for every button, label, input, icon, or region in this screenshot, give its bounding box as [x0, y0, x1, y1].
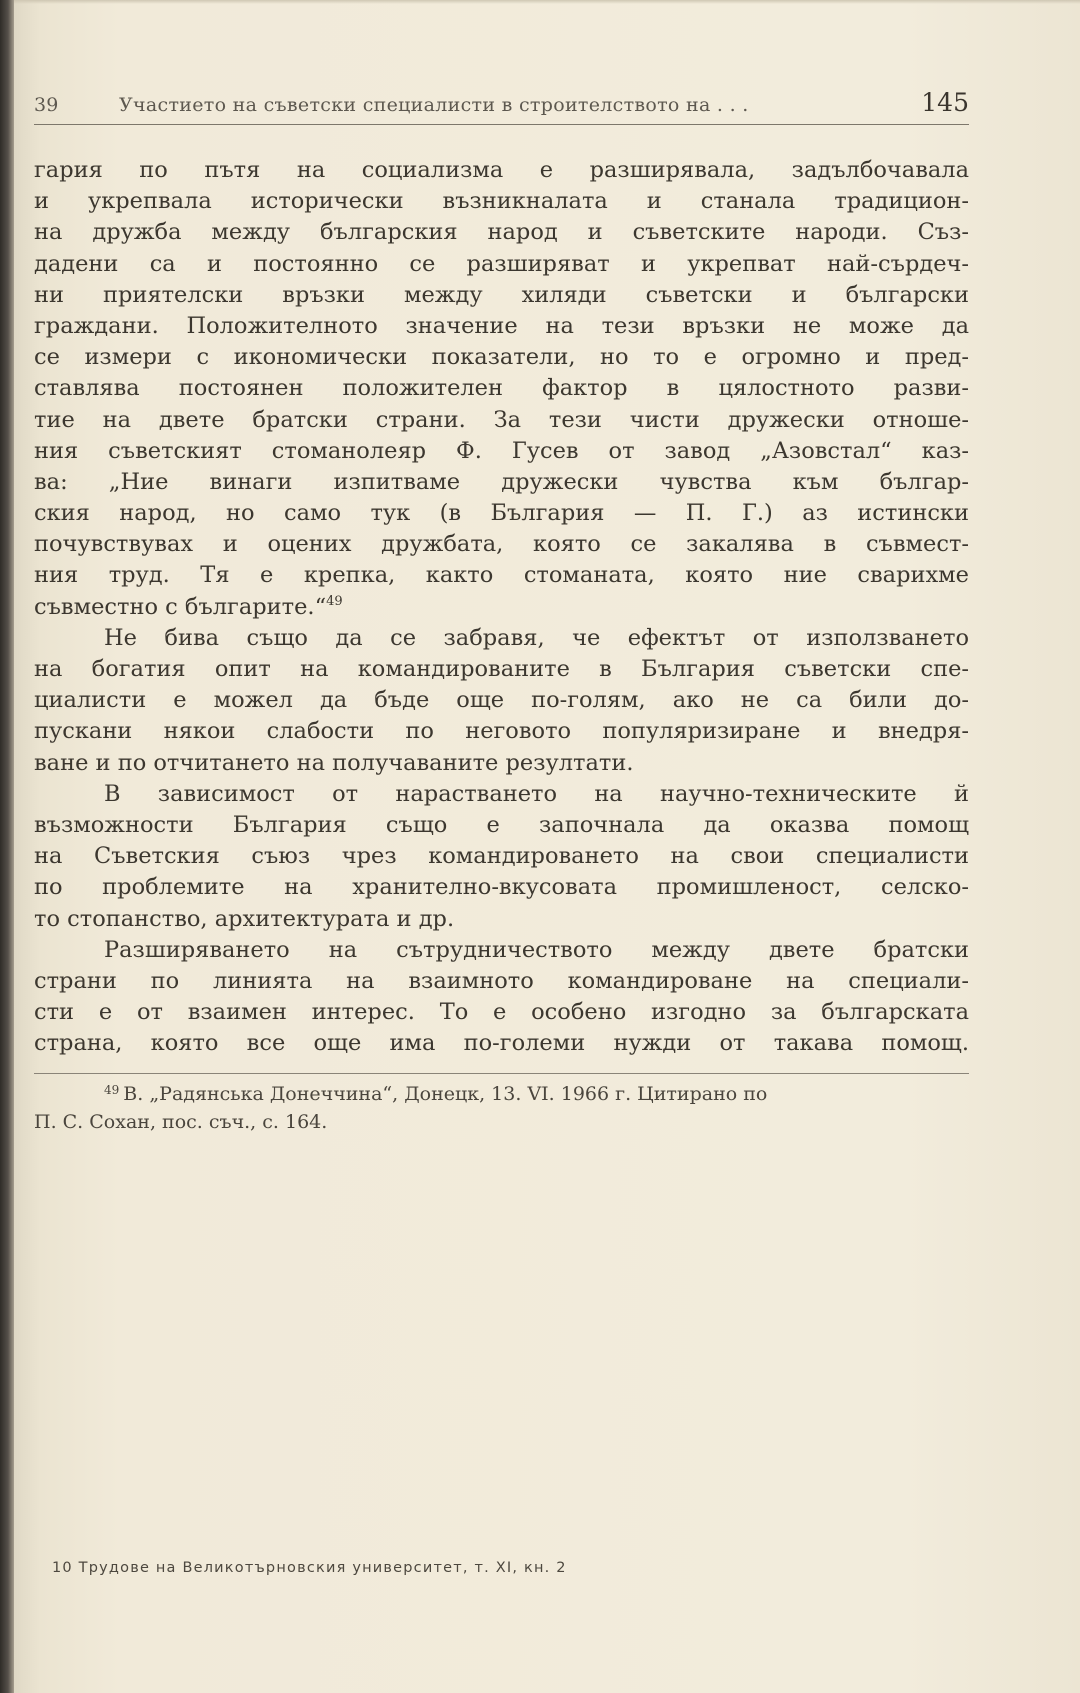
text-line: сти е от взаимен интерес. То е особено изгодно за българската [34, 999, 969, 1026]
text-line: пускани някои слабости по неговото популяризиране и внедря- [34, 718, 969, 745]
text-line: тие на двете братски страни. За тези чисти дружески отноше- [34, 406, 969, 433]
text-line: ни приятелски връзки между хиляди съветски и български [34, 281, 969, 308]
footnote-text: В. „Радянська Донеччина“, Донецк, 13. VI. 1966 г. Цитирано по [123, 1083, 768, 1105]
text-line-with-footnote [34, 592, 969, 623]
text-line: на Съветския съюз чрез командироването на свои специалисти [34, 843, 969, 870]
text-line: ния съветският стоманолеяр Ф. Гусев от завод „Азовстал“ каз- [34, 437, 969, 464]
body-text [34, 155, 969, 1059]
text-line: ване и по отчитането на получаваните резултати. [34, 749, 634, 776]
text-line: на дружба между българския народ и съветските народи. Съз- [34, 219, 969, 246]
text-line: ставлява постоянен положителен фактор в цялостното разви- [34, 375, 969, 402]
running-head [34, 88, 969, 128]
text-line: на богатия опит на командированите в България съветски спе- [34, 656, 969, 682]
paragraph-first-line: В зависимост от нарастването на научно-техническите й [104, 780, 969, 807]
text-line: възможности България също е започнала да оказва помощ [34, 811, 969, 838]
text-line: почувствувах и оцених дружбата, която се закалява в съвмест- [34, 531, 969, 558]
text-line: се измери с икономически показатели, но то е огромно и пред- [34, 344, 969, 371]
paragraph-first-line: Разширяването на сътрудничеството между двете братски [104, 936, 969, 963]
footnote-line-2: П. С. Сохан, пос. съч., с. 164. [34, 1111, 328, 1133]
text-line: ва: „Ние винаги изпитваме дружески чувства към българ- [34, 468, 969, 495]
page-number: 145 [921, 88, 969, 117]
text-line: то стопанство, архитектурата и др. [34, 905, 455, 932]
text-line: дадени са и постоянно се разширяват и укрепват най-сърдеч- [34, 250, 969, 277]
text-line: ския народ, но само тук (в България — П. Г.) аз истински [34, 500, 969, 527]
text-line: ния труд. Тя е крепка, както стоманата, която ние сварихме [34, 562, 969, 589]
text-line: страни по линията на взаимното командироване на специали- [34, 967, 969, 994]
footnote-number: 49 [104, 1083, 120, 1097]
text-line-content: съвместно с българите.“ [34, 593, 327, 620]
footnote-separator [34, 1073, 969, 1074]
page-top-edge [14, 0, 1080, 4]
running-head-title: Участието на съветски специалисти в строителството на . . . [119, 94, 749, 116]
paragraph-first-line: Не бива също да се забравя, че ефектът от използването [104, 624, 969, 651]
text-line: страна, която все още има по-големи нужди от такава помощ. [34, 1030, 969, 1057]
footnote [34, 1080, 969, 1136]
text-line: граждани. Положителното значение на тези връзки не може да [34, 312, 969, 339]
footnote-reference: 49 [326, 593, 343, 609]
printer-signature: 10 Трудове на Великотърновския университет, т. XI, кн. 2 [52, 1560, 567, 1576]
footnote-line-1 [34, 1080, 969, 1108]
chapter-number: 39 [34, 94, 59, 116]
text-line: циалисти е можел да бъде още по-голям, ако не са били до- [34, 687, 969, 714]
book-spine-shadow [0, 0, 14, 1693]
text-line: гария по пътя на социализма е разширявала, задълбочавала [34, 157, 969, 183]
running-head-rule [34, 124, 969, 125]
text-line: и укрепвала исторически възникналата и станала традицион- [34, 188, 969, 215]
text-line: по проблемите на хранително-вкусовата промишленост, селско- [34, 874, 969, 901]
